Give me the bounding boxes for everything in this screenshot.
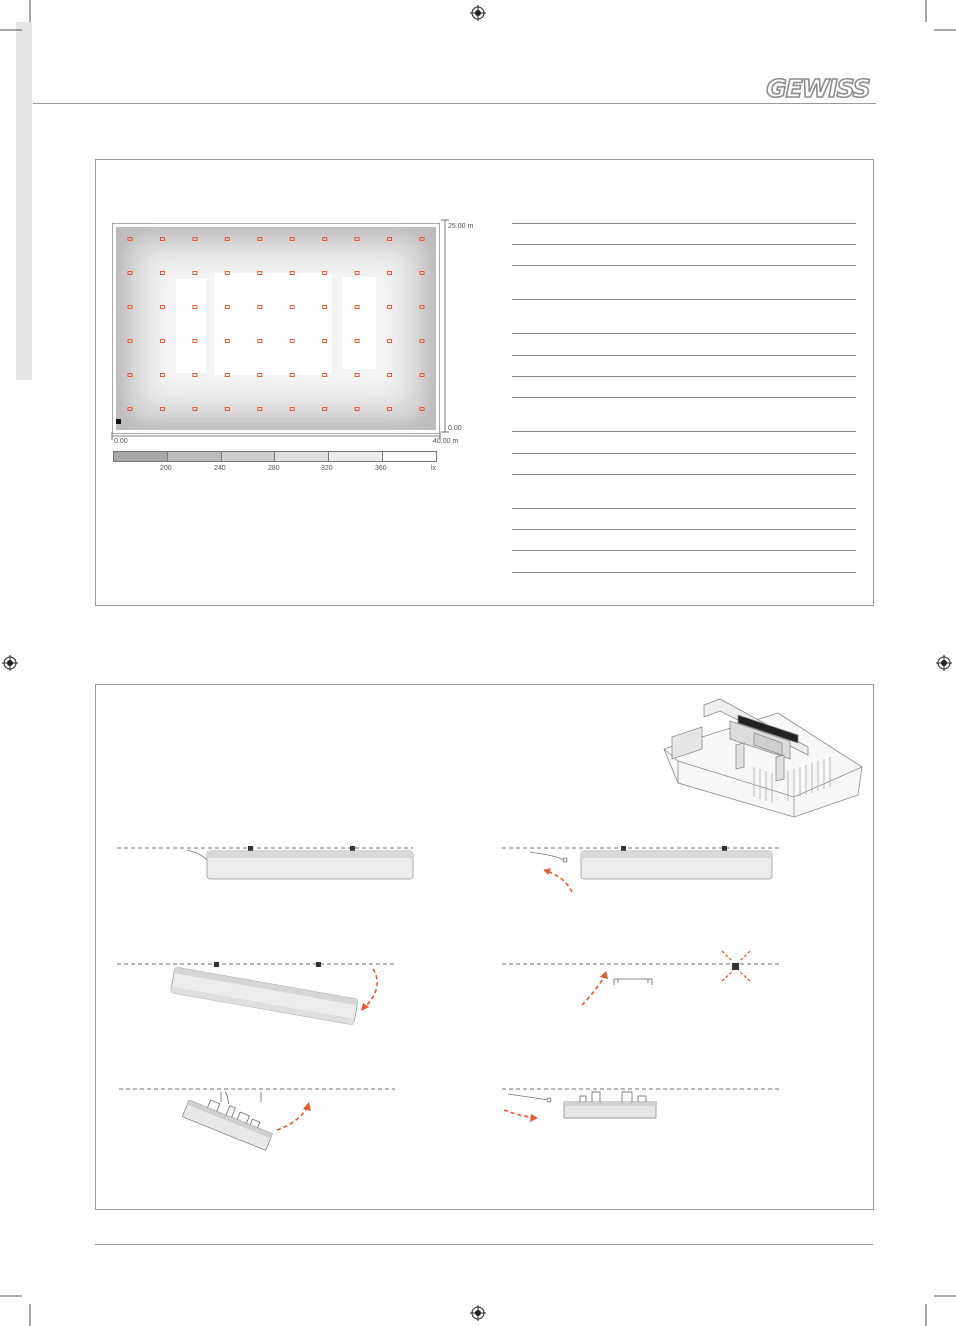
isolux-axes (110, 214, 455, 446)
svg-text:GEWISS: GEWISS (766, 74, 870, 102)
y-axis-bottom-label: 0.00 (448, 425, 462, 432)
installation-step-2 (500, 840, 785, 900)
table-rule (512, 453, 856, 454)
lux-legend-bar (113, 451, 437, 462)
x-axis-left-label: 0.00 (114, 438, 128, 445)
table-rule (512, 550, 856, 551)
legend-swatch (168, 452, 222, 461)
table-rule (512, 397, 856, 398)
table-rule (512, 333, 856, 334)
registration-mark-right-icon (936, 655, 952, 671)
table-rule (512, 265, 856, 266)
installation-step-5 (117, 1080, 402, 1160)
table-rule (512, 244, 856, 245)
table-rule (512, 508, 856, 509)
registration-mark-left-icon (2, 655, 18, 671)
table-rule (512, 223, 856, 224)
table-rule (512, 431, 856, 432)
installation-step-6 (500, 1080, 785, 1140)
y-axis-top-label: 25.00 m (448, 223, 474, 230)
legend-unit: lx (431, 465, 437, 472)
legend-value: 200 (160, 465, 172, 472)
table-rule (512, 299, 856, 300)
legend-value: 240 (214, 465, 226, 472)
legend-swatch (383, 452, 436, 461)
legend-swatch (329, 452, 383, 461)
legend-value: 280 (268, 465, 280, 472)
legend-value: 320 (321, 465, 333, 472)
installation-step-3 (115, 955, 405, 1043)
gewiss-logo (760, 74, 876, 102)
table-rule (512, 355, 856, 356)
legend-swatch (275, 452, 329, 461)
legend-value: 360 (375, 465, 387, 472)
legend-swatch (114, 452, 168, 461)
registration-mark-bottom-icon (470, 1305, 486, 1321)
registration-mark-top-icon (470, 5, 486, 21)
table-rule (512, 474, 856, 475)
mounting-bracket-illustration (658, 697, 868, 819)
installation-step-4 (500, 945, 785, 1015)
table-rule (512, 529, 856, 530)
table-rule (512, 376, 856, 377)
table-rule (512, 572, 856, 573)
x-axis-right-label: 40.00 m (433, 438, 459, 445)
legend-swatch (222, 452, 276, 461)
installation-step-1 (115, 840, 415, 890)
